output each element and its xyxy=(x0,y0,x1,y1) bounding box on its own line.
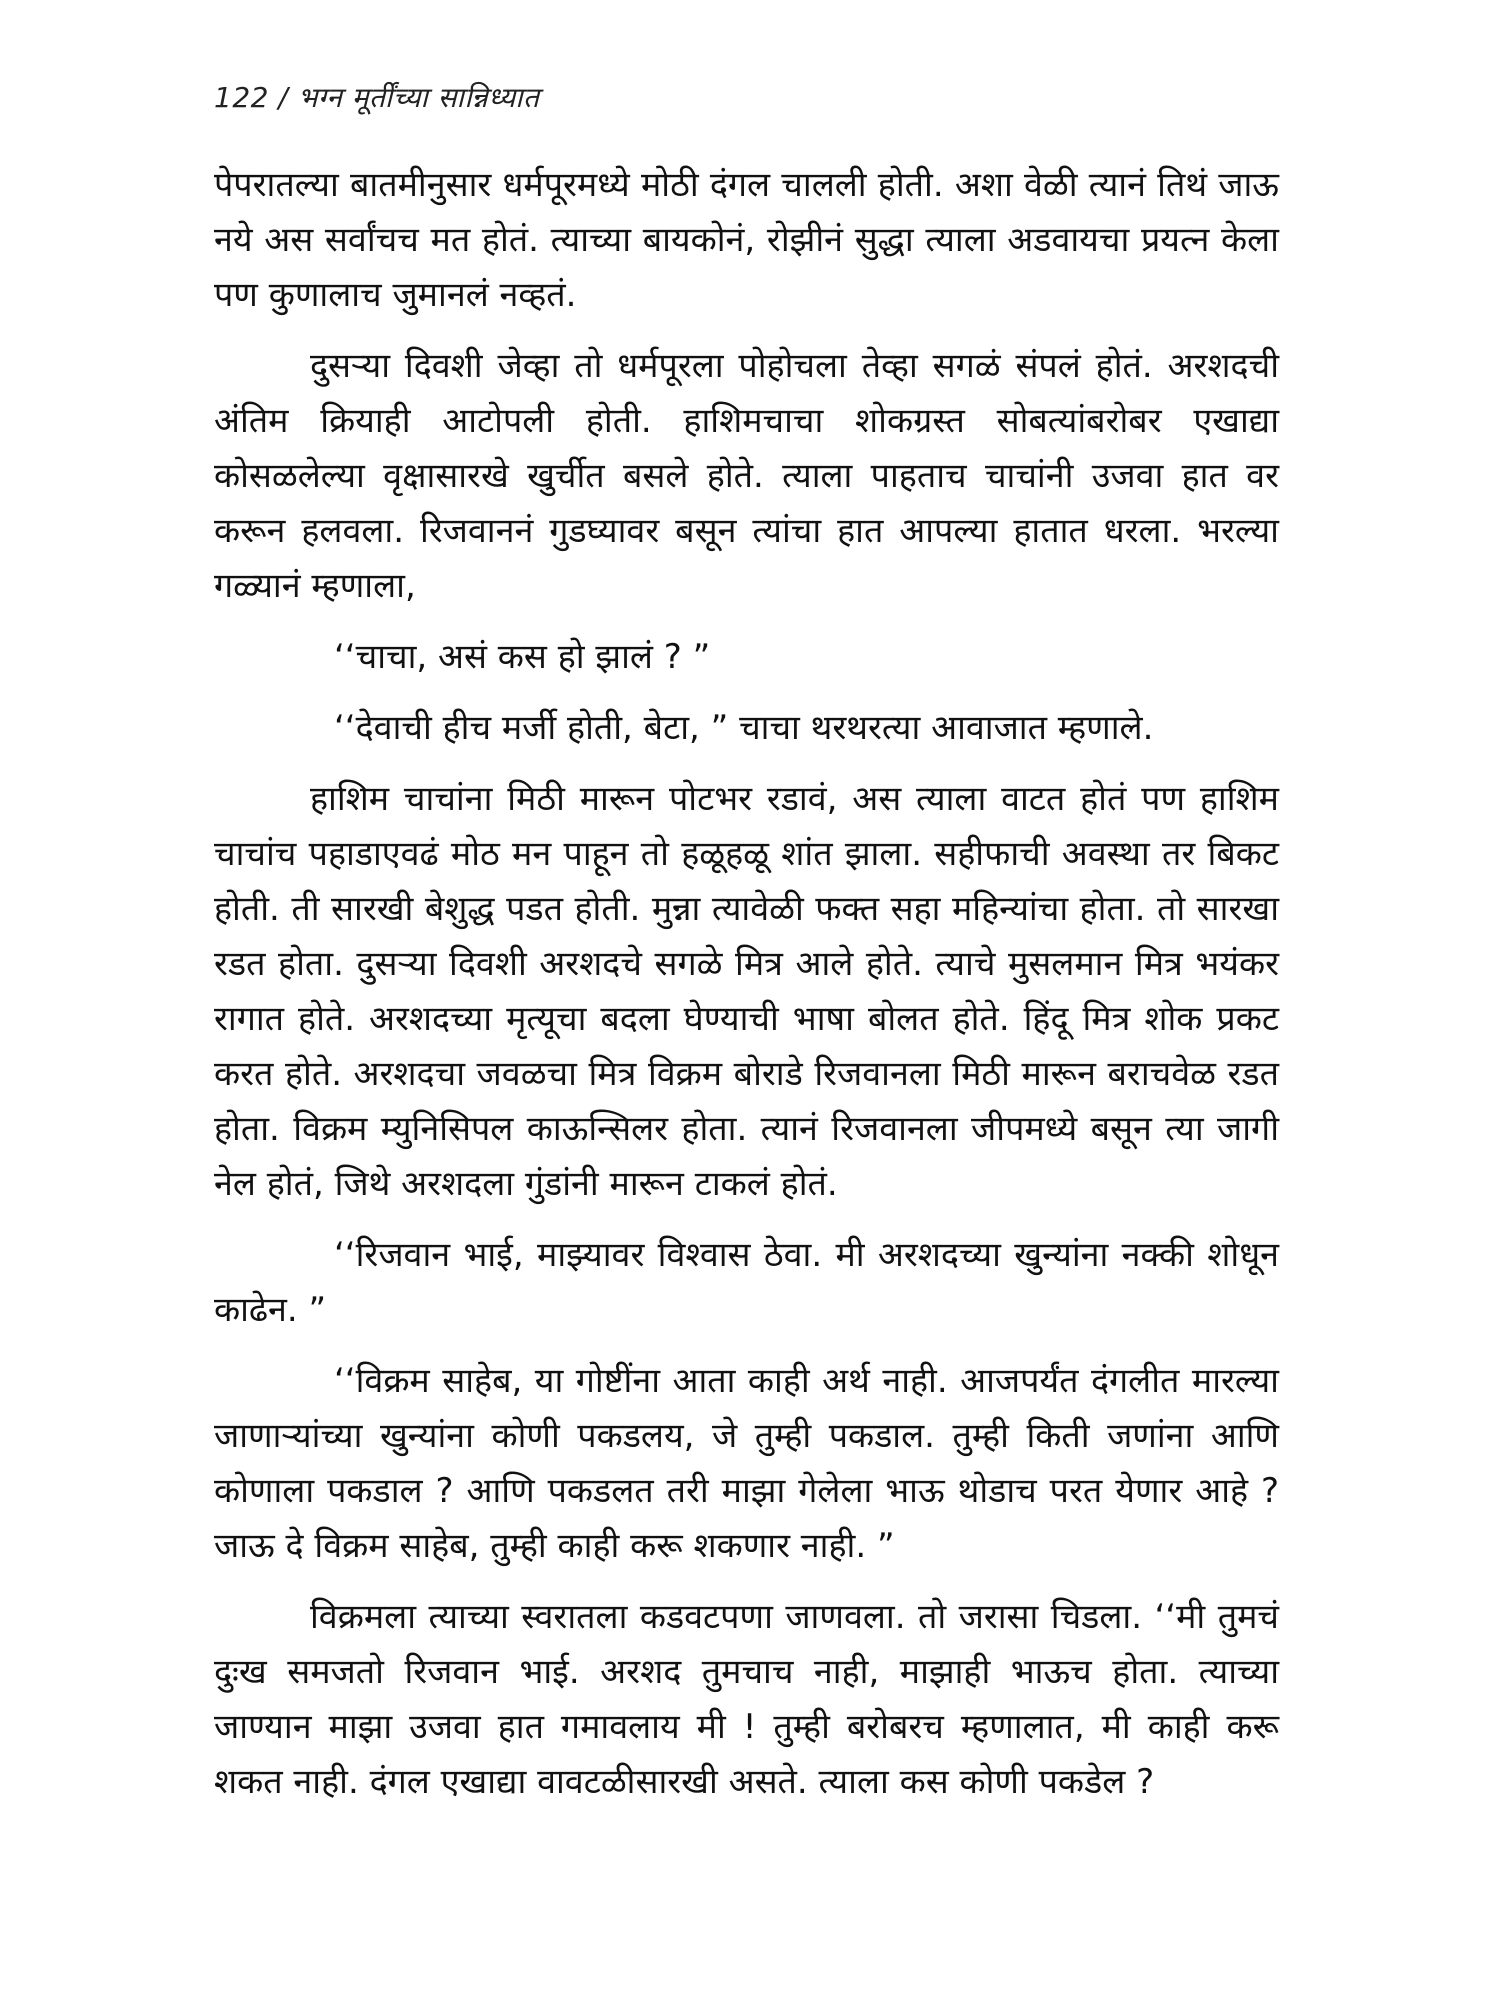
book-title: भग्न मूर्तींच्या सान्निध्यात xyxy=(297,81,540,114)
paragraph-2: दुसऱ्या दिवशी जेव्हा तो धर्मपूरला पोहोचला तेव्हा सगळं संपलं होतं. अरशदची अंतिम क्रियाही आटोपली होती. हाशिमचाचा शोकग्रस्त सोबत्यांबरोबर एखाद्या कोसळलेल्या वृक्षासारखे खुर्चीत बसले होते. त्याला पाहताच चाचांनी उजवा हात वर करून हलवला. रिजवाननं गुडघ्यावर बसून त्यांचा हात आपल्या हातात धरला. भरल्या गळ्यानं म्हणाला, xyxy=(214,346,1279,606)
dialogue-4: ‘‘विक्रम साहेब, या गोष्टींना आता काही अर्थ नाही. आजपर्यंत दंगलीत मारल्या जाणाऱ्यांच्या खुन्यांना कोणी पकडलय, जे तुम्ही पकडाल. तुम्ही किती जणांना आणि कोणाला पकडाल ? आणि पकडलत तरी माझा गेलेला भाऊ थोडाच परत येणार आहे ? जाऊ दे विक्रम साहेब, तुम्ही काही करू शकणार नाही. ” xyxy=(214,1361,1279,1566)
paragraph-4: विक्रमला त्याच्या स्वरातला कडवटपणा जाणवला. तो जरासा चिडला. ‘‘मी तुमचं दुःख समजतो रिजवान भाई. अरशद तुमचाच नाही, माझाही भाऊच होता. त्याच्या जाण्यान माझा उजवा हात गमावलाय मी ! तुम्ही बरोबरच म्हणालात, मी काही करू शकत नाही. दंगल एखाद्या वावटळीसारखी असते. त्याला कस कोणी पकडेल ? xyxy=(214,1597,1279,1802)
paragraph-1: पेपरातल्या बातमीनुसार धर्मपूरमध्ये मोठी दंगल चालली होती. अशा वेळी त्यानं तिथं जाऊ नये अस सर्वांचच मत होतं. त्याच्या बायकोनं, रोझीनं सुद्धा त्याला अडवायचा प्रयत्न केला पण कुणालाच जुमानलं नव्हतं. xyxy=(214,165,1279,315)
header-separator: / xyxy=(278,81,289,114)
paragraph-3: हाशिम चाचांना मिठी मारून पोटभर रडावं, अस त्याला वाटत होतं पण हाशिम चाचांच पहाडाएवढं मोठ मन पाहून तो हळूहळू शांत झाला. सहीफाची अवस्था तर बिकट होती. ती सारखी बेशुद्ध पडत होती. मुन्ना त्यावेळी फक्त सहा महिन्यांचा होता. तो सारखा रडत होता. दुसऱ्या दिवशी अरशदचे सगळे मित्र आले होते. त्याचे मुसलमान मित्र भयंकर रागात होते. अरशदच्या मृत्यूचा बदला घेण्याची भाषा बोलत होते. हिंदू मित्र शोक प्रकट करत होते. अरशदचा जवळचा मित्र विक्रम बोराडे रिजवानला मिठी मारून बराचवेळ रडत होता. विक्रम म्युनिसिपल काऊन्सिलर होता. त्यानं रिजवानला जीपमध्ये बसून त्या जागी नेल होतं, जिथे अरशदला गुंडांनी मारून टाकलं होतं. xyxy=(214,779,1279,1204)
dialogue-1: ‘‘चाचा, असं कस हो झालं ? ” xyxy=(334,637,711,677)
body-text xyxy=(214,158,1279,1826)
running-head xyxy=(214,78,540,116)
page-number: 122 xyxy=(214,81,269,114)
dialogue-2: ‘‘देवाची हीच मर्जी होती, बेटा, ” चाचा थरथरत्या आवाजात म्हणाले. xyxy=(334,708,1154,748)
dialogue-3: ‘‘रिजवान भाई, माझ्यावर विश्वास ठेवा. मी अरशदच्या खुन्यांना नक्की शोधून काढेन. ” xyxy=(214,1235,1279,1330)
